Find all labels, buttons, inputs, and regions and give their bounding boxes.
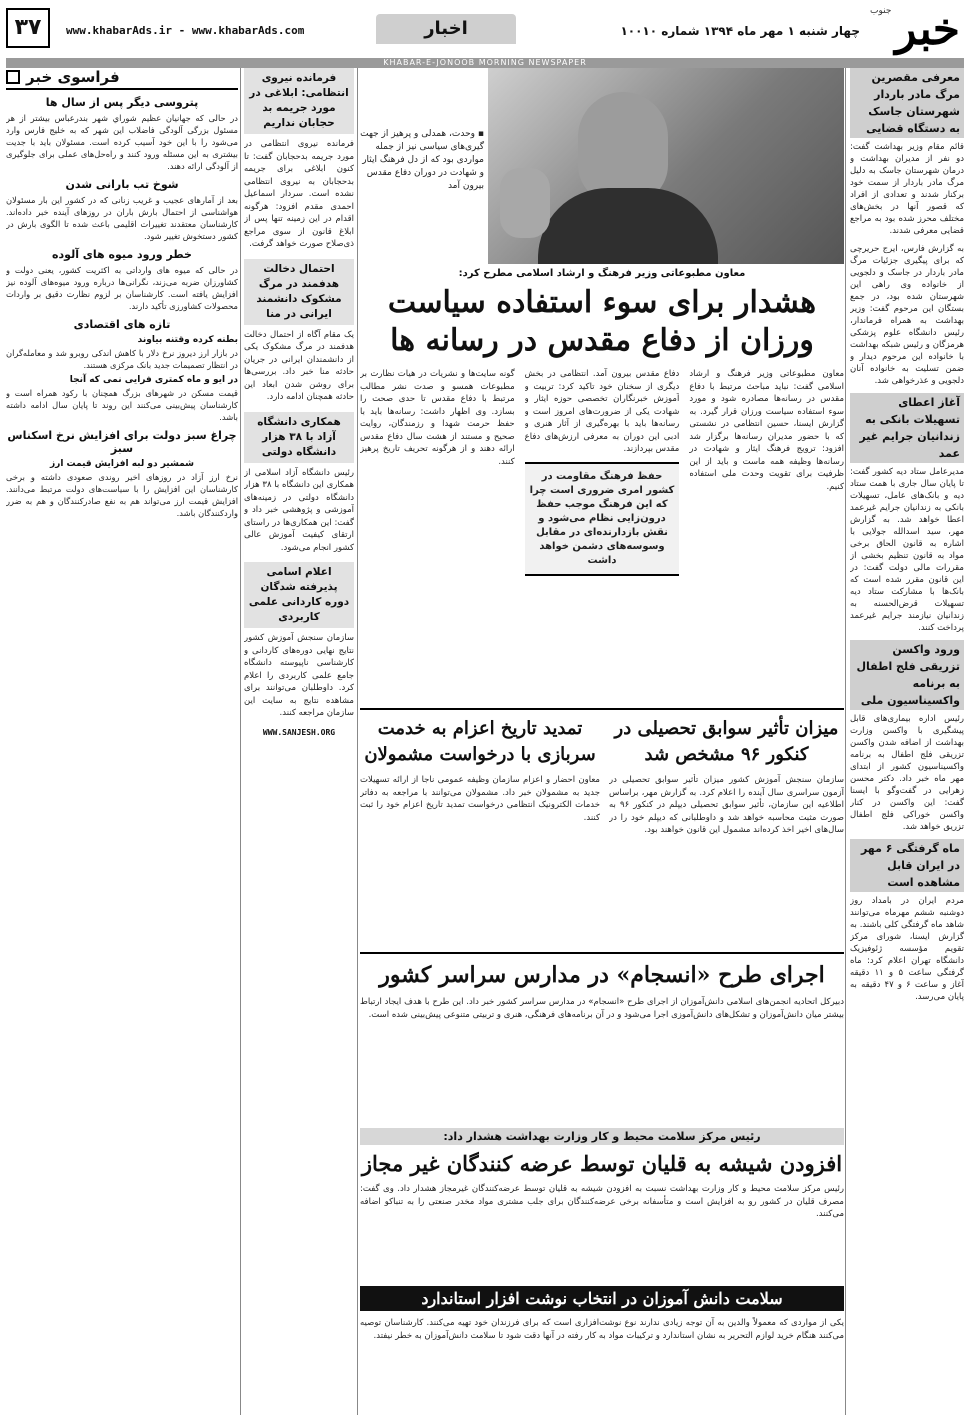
logo-text: خبر — [895, 4, 960, 55]
article-body: یکی از مواردی که معمولاً والدین به آن توجه زیادی ندارند نوع نوشت‌افزاری است که برای فرزندان خود تهیه می‌کنند. کارشناسان توصیه می‌کنند هنگام خرید لوازم التحریر به نشان استاندارد و ترکیبات مواد به کار رفته در آنها دقت شود تا سلامت دانش‌آموزان به خطر نیفتد. — [360, 1318, 844, 1341]
issue-date: چهار شنبه ۱ مهر ماه ۱۳۹۴ شماره ۱۰۰۱۰ — [620, 24, 860, 38]
article-title: سلامت دانش آموزان در انتخاب نوشت افزار استاندارد — [360, 1286, 844, 1311]
news-heading: همکاری دانشگاه آزاد با ۳۸ هزار دانشگاه دولتی — [257, 415, 341, 458]
photo-hand-shape — [500, 168, 550, 238]
news-subheading: بطنه کرده وقتنه بیاوند — [137, 335, 238, 345]
section-tab: اخبار — [376, 14, 516, 44]
news-body: قیمت مسکن در شهرهای بزرگ همچنان با رکود همراه است و کارشناسان پیش‌بینی می‌کنند این روند تا پایان سال ادامه داشته باشد. — [6, 388, 238, 422]
news-heading: تازه های اقتصادی — [73, 318, 171, 331]
portrait-photo — [488, 68, 844, 264]
news-heading: پتروسی دیگر پس از سال ها — [45, 96, 199, 109]
article-title: تمدید تاریخ اعزام به خدمت سربازی با درخواست مشمولان — [364, 718, 596, 765]
website-url[interactable]: www.khabarAds.ir - www.khabarAds.com — [66, 24, 305, 37]
newspaper-logo — [870, 6, 960, 58]
article-kicker: معاون مطبوعاتی وزیر فرهنگ و ارشاد اسلامی مطرح کرد: — [458, 268, 746, 279]
news-body: مردم ایران در بامداد روز دوشنبه ششم مهرماه می‌توانند شاهد ماه گرفتگی کلی باشند. به گزارش ایسنا، شورای مرکز تقویم مؤسسه ژئوفیزیک دانشگاه تهران اعلام کرد: ماه گرفتگی ساعت ۵ و ۱۱ دقیقه آغاز و ساعت ۶ و ۴۷ دقیقه به پایان می‌رسد. — [850, 896, 964, 1002]
lead-column: معاون مطبوعاتی وزیر فرهنگ و ارشاد اسلامی گفت: نباید مباحث مرتبط با دفاع مقدس در رسانه‌ها مصادره شود و مورد سوء استفاده سیاست ورزان قرار گیرد. به گزارش ایسنا، حسین انتظامی در نشستی که با حضور مدیران رسانه‌ها برگزار شد افزود: ترویج فرهنگ ایثار و شهادت در رسانه‌ها وظیفه همه ماست و باید از این ظرفیت برای تقویت وحدت ملی استفاده کنیم. — [689, 369, 844, 492]
lead-article-body — [360, 368, 844, 708]
news-body: رئیس دانشگاه آزاد اسلامی از همکاری این دانشگاه با ۳۸ هزار دانشگاه دولتی در زمینه‌های آموزشی و پژوهشی خبر داد و گفت: این همکاری‌ها در راستای ارتقای کیفیت آموزش عالی کشور انجام می‌شود. — [244, 467, 354, 553]
news-heading: آغاز اعطای تسهیلات بانکی به زندانیان جرایم غیر عمد — [850, 393, 964, 463]
news-body: فرمانده نیروی انتظامی در مورد جریمه بدحجابان گفت: تا کنون ابلاغی برای جریمه بدحجابان به نیروی انتظامی نشده است. سردار اسماعیل احمدی مقدم افزود: هرگونه اقدام در این زمینه تنها پس از ابلاغ قانون از سوی مراجع ذی‌صلاح صورت خواهد گرفت. — [244, 139, 354, 249]
photo-suit-shape — [538, 188, 718, 264]
news-body: به گزارش فارس، ایرج حریرچی که برای پیگیری جزئیات مرگ مادر باردار در جاسک و دلجویی از خانواده وی راهی این شهرستان شده بود، در جمع بستگان این مرحوم گفت: وزیر بهداشت به همراه فرماندار، رئیس دانشگاه علوم پزشکی هرمزگان و رئیس شبکه بهداشت با خانواده این مرحوم دیدار و ضمن تسلیت به خانواده آنان دلجویی و عذرخواهی شد. — [850, 244, 964, 386]
middle-column — [244, 68, 354, 1415]
caption-bullet-icon: ▪ — [477, 129, 484, 139]
news-body: بعد از آمارهای عجیب و غریب زنانی که در کشور این بار مسئولان هواشناسی از احتمال بارش باران در روزهای آینده خبر داده‌اند. کارشناسان معتقدند تغییرات اقلیمی باعث شده تا الگوی بارش در کشور دستخوش تغییر شود. — [6, 195, 238, 241]
news-heading: فرمانده نیروی انتظامی: ابلاغی در مورد جریمه بد حجابان نداریم — [249, 72, 349, 129]
news-body: در حالی که میوه های وارداتی به اکثریت کشور، یعنی دولت و کشاورزان ضربه می‌زند، نگرانی‌ها درباره ورود میوه‌های آلوده نیز افزایش یافته است. کارشناسان بر لزوم نظارت دقیق بر واردات محصولات کشاورزی تأکید دارند. — [6, 265, 238, 311]
column-divider — [357, 68, 358, 1415]
article-title: افزودن شیشه به قلیان توسط عرضه کنندگان غیر مجاز — [361, 1151, 843, 1176]
news-heading: اعلام اسامی پذیرفته شدگان دوره کاردانی علمی کاربردی — [248, 566, 350, 623]
photo-caption — [360, 128, 484, 193]
article-title: اجرای طرح «انسجام» در مدارس سراسر کشور — [379, 962, 825, 988]
news-heading-box — [244, 259, 354, 325]
article-title: میزان تأثیر سوابق تحصیلی در کنکور ۹۶ مشخص شد — [614, 718, 839, 765]
pull-quote: حفظ فرهنگ مقاومت در کشور امری ضروری است چرا که این فرهنگ موجب حفظ درون‌زایی نظام می‌شود و نقش بازدارنده‌ای در مقابل وسوسه‌های دشمن خواهد داشت — [525, 462, 680, 576]
stationery-article — [360, 1286, 844, 1415]
page-number: ۳۷ — [6, 8, 50, 48]
hookah-article — [360, 1128, 844, 1278]
konkur-article — [609, 716, 844, 946]
news-heading: ورود واکسن تزریقی فلج اطفال به برنامه واکسیناسیون ملی — [850, 640, 964, 710]
news-body: رئیس اداره بیماری‌های قابل پیشگیری با واکسن وزارت بهداشت از اضافه شدن واکسن تزریقی فلج اطفال به برنامه واکسیناسیون کشور از ابتدای مهر ماه خبر داد. دکتر محسن زهرایی در گفت‌وگو با ایسنا گفت: این واکسن در کنار واکسن خوراکی فلج اطفال تزریق خواهد شد. — [850, 714, 964, 832]
news-heading: ماه گرفتگی ۶ مهر در ایران قابل مشاهده است — [850, 839, 964, 892]
news-subheading: در ایو و ماه کمتری فرایی نمی که آنجا — [69, 375, 238, 385]
lead-column-text: دفاع مقدس بیرون آمد. انتظامی در بخش دیگری از سخنان خود تاکید کرد: تربیت و آموزش خبرنگاران تخصصی حوزه ایثار و شهادت یکی از ضرورت‌های امروز است و رسانه‌ها باید با بهره‌گیری از آثار هنری و ادبی این دوران به معرفی ارزش‌های دفاع مقدس بپردازند. — [524, 369, 680, 454]
news-body: سازمان سنجش آموزش کشور نتایج نهایی دوره‌های کاردانی و کارشناسی ناپیوسته دانشگاه جامع علمی کاربردی را اعلام کرد. داوطلبان می‌توانند برای مشاهده نتایج به سایت این سازمان مراجعه کنند. — [244, 633, 354, 718]
article-headline: هشدار برای سوء استفاده سیاست ورزان از دفاع مقدس در رسانه ها — [387, 285, 817, 358]
news-heading-box — [244, 412, 354, 463]
news-body: در بازار ارز دیروز نرخ دلار با کاهش اندکی روبرو شد و معامله‌گران در انتظار تصمیمات جدید بانک مرکزی هستند. — [6, 348, 238, 370]
left-column — [6, 68, 238, 1415]
article-body: رئیس مرکز سلامت محیط و کار وزارت بهداشت نسبت به افزودن شیشه به قلیان توسط عرضه‌کنندگان غیرمجاز هشدار داد. وی گفت: مصرف قلیان در کشور رو به افزایش است و متأسفانه برخی عرضه‌کنندگان برای جلب مشتری مواد مخدر صنعتی را به تنباکو اضافه می‌کنند. — [360, 1184, 844, 1219]
logo-subtitle: جنوب — [870, 6, 892, 16]
news-heading: احتمال دخالت هدفمند در مرگ مشکوک دانشمند ایرانی در منا — [256, 262, 342, 320]
column-divider — [845, 68, 846, 1415]
right-column — [850, 68, 964, 1415]
column-header — [6, 68, 238, 90]
news-body: مدیرعامل ستاد دیه کشور گفت: تا پایان سال جاری با همت ستاد دیه و بانک‌های عامل، تسهیلات بانکی به زندانیان جرایم غیرعمد اعطا خواهد شد. به گزارش مهر، سید اسدالله جولایی با اشاره به قانون الحاق برخی مواد به قانون تنظیم بخشی از مقررات مالی دولت گفت: در این قانون مقرر شده است که بانک‌ها با مشارکت ستاد دیه تسهیلات قرض‌الحسنه به زندانیان نیازمند جرایم غیرعمد پرداخت کنند. — [850, 467, 964, 633]
news-body: نرخ ارز آزاد در روزهای اخیر روندی صعودی داشته و برخی کارشناسان این افزایش را با سیاست‌های دولت مرتبط می‌دانند. افزایش قیمت ارز می‌تواند هم به نفع صادرکنندگان و هم به ضرر واردکنندگان باشد. — [6, 472, 238, 518]
lead-column — [525, 368, 680, 708]
news-heading: شوخ تب بارانی شدن — [65, 178, 179, 191]
news-body: قائم مقام وزیر بهداشت گفت: دو نفر از مدیران بهداشت و درمان شهرستان جاسک به دلیل مرگ مادر باردار از سمت خود برکنار شدند و تعدادی از افراد که قصور آنها در بخش‌های مختلف محرز شده بود به مراجع قضایی معرفی شدند. — [850, 142, 964, 236]
ensejam-article — [360, 960, 844, 1120]
masthead-strip: KHABAR-E-JONOOB MORNING NEWSPAPER — [6, 58, 964, 68]
news-heading-box — [244, 68, 354, 134]
news-heading: چراغ سبز دولت برای افزایش نرخ اسکناس سبز — [7, 429, 237, 455]
caption-text: وحدت، همدلی و پرهیز از جهت گیری‌های سیاسی نیز از جمله مواردی بود که از دل فرهنگ ایثار و شهادت در دوران دفاع مقدس بیرون آمد — [360, 129, 484, 191]
main-article-area — [360, 68, 844, 1415]
section-rule — [360, 708, 844, 710]
article-kicker: رئیس مرکز سلامت محیط و کار وزارت بهداشت هشدار داد: — [360, 1128, 844, 1145]
news-subheading: شمشیر دو لبه افزایش قیمت ارز — [49, 459, 195, 469]
news-body: یک مقام آگاه از احتمال دخالت هدفمند در مرگ مشکوک یکی از دانشمندان ایرانی در جریان حادثه منا خبر داد. بررسی‌ها برای روشن شدن ابعاد این حادثه همچنان ادامه دارد. — [244, 329, 354, 402]
news-heading-box — [244, 562, 354, 628]
military-service-article — [360, 716, 600, 946]
column-title: فراسوی خبر — [26, 68, 120, 86]
sanjesh-url[interactable]: WWW.SANJESH.ORG — [262, 727, 336, 737]
article-body: معاون احضار و اعزام سازمان وظیفه عمومی ناجا از ارائه تسهیلات جدید به مشمولان خبر داد. مشمولان می‌توانند با مراجعه به دفاتر خدمات الکترونیک انتظامی درخواست تمدید تاریخ اعزام خود را ثبت کنند. — [360, 775, 600, 823]
news-heading: معرفی مقصرین مرگ مادر باردار شهرستان جاسک به دستگاه قضایی — [850, 68, 964, 138]
lead-column: گونه سایت‌ها و نشریات در هیات نظارت بر مطبوعات همسو و صدت نشر مطالب مرتبط با دفاع مقدس تا حدی صحت را بسازد. وی اظهار داشت: رسانه‌ها باید با حفظ حرمت شهدا و رزمندگان، روایت صحیح و مستند از هشت سال دفاع مقدس ارائه دهند و از هرگونه تحریف تاریخ پرهیز کنند. — [359, 369, 515, 467]
news-body: در حالی که جهانیان عظیم شوراي شهر بندرعباس بیشتر از هر مسئول بزرگی آلودگی فاضلاب این شهر که به خلیج فارس وارد می‌شود را با این خود آسیب کرده است. مسئولان باید با جدیت بیشتری به این مسئله ورود کنند و راه‌حل‌های عملی برای جلوگیری از آلودگی ارائه دهند. — [6, 113, 238, 171]
article-body: سازمان سنجش آموزش کشور میزان تأثیر سوابق تحصیلی در آزمون سراسری سال آینده را اعلام کرد. به گزارش مهر، براساس اطلاعیه این سازمان، تأثیر سوابق تحصیلی دیپلم در کنکور ۹۶ به صورت مثبت محاسبه خواهد شد و داوطلبانی که دیپلم خود را در سال‌های اخیر اخذ کرده‌اند مشمول این قانون خواهند بود. — [609, 775, 844, 835]
masthead — [6, 4, 964, 67]
article-body: دبیرکل اتحادیه انجمن‌های اسلامی دانش‌آموزان از اجرای طرح «انسجام» در مدارس سراسر کشور خبر داد. این طرح با هدف ایجاد ارتباط بیشتر میان دانش‌آموزان و تشکل‌های دانش‌آموزی اجرا می‌شود و در آن برنامه‌های فرهنگی، هنری و تربیتی متنوعی پیش‌بینی شده است. — [360, 997, 844, 1020]
square-icon — [6, 70, 20, 84]
column-divider — [240, 68, 241, 1415]
news-heading: خطر ورود میوه های آلوده — [52, 248, 192, 261]
section-rule — [360, 952, 844, 954]
